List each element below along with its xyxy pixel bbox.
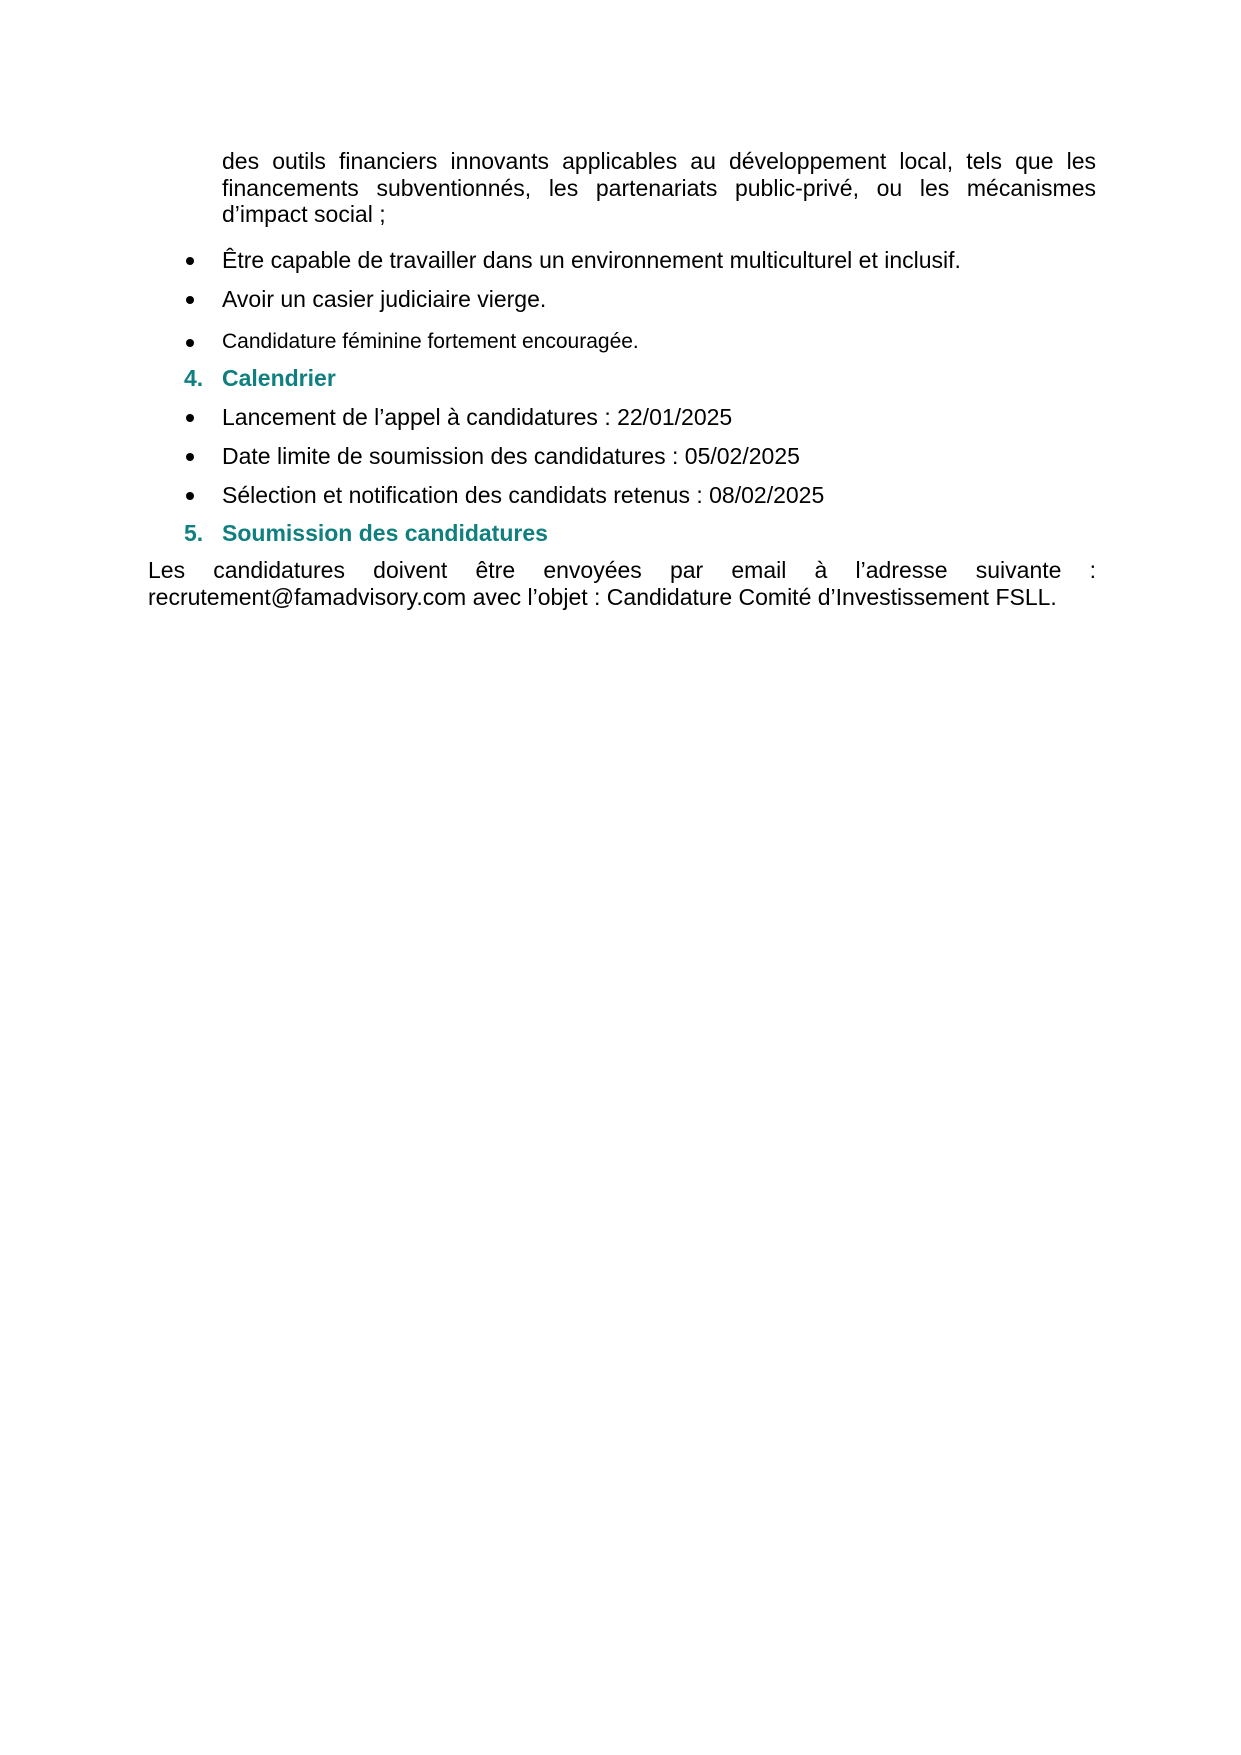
section-number: 5. (184, 520, 204, 546)
list-item (0, 481, 1241, 511)
list-item-text: Être capable de travailler dans un environnement multiculturel et inclusif. (222, 247, 961, 273)
list-item (0, 285, 1241, 315)
list-item (0, 442, 1241, 472)
section-heading-soumission (0, 519, 1241, 549)
bullet-icon (186, 296, 194, 304)
paragraph-line: Les candidatures doivent être envoyées par email à l’adresse suivante : (148, 557, 1096, 583)
list-item-text: Sélection et notification des candidats retenus : 08/02/2025 (222, 482, 825, 508)
list-item-text: Lancement de l’appel à candidatures : 22/01/2025 (222, 404, 733, 430)
list-item-text: Candidature féminine fortement encouragée. (222, 330, 639, 353)
bullet-icon (186, 339, 194, 347)
list-item-text: Date limite de soumission des candidatures : 05/02/2025 (222, 443, 800, 469)
bullet-icon (186, 492, 194, 500)
list-item (0, 246, 1241, 276)
bullet-icon (186, 257, 194, 265)
list-item-text: Avoir un casier judiciaire vierge. (222, 286, 547, 312)
paragraph-line: recrutement@famadvisory.com avec l’objet : Candidature Comité d’Investissement FSLL. (148, 583, 1057, 610)
continuation-paragraph: des outils financiers innovants applicables au développement local, tels que les financements subventionnés, les partenariats public-privé, ou les mécanismes d’impact social ; (222, 148, 1096, 227)
list-item (0, 403, 1241, 433)
section-heading-calendrier (0, 364, 1241, 394)
list-item (0, 328, 1241, 358)
submission-paragraph (148, 557, 1096, 610)
section-title: Calendrier (222, 365, 336, 391)
section-title: Soumission des candidatures (222, 520, 548, 546)
bullet-icon (186, 414, 194, 422)
section-number: 4. (184, 365, 204, 391)
bullet-icon (186, 453, 194, 461)
